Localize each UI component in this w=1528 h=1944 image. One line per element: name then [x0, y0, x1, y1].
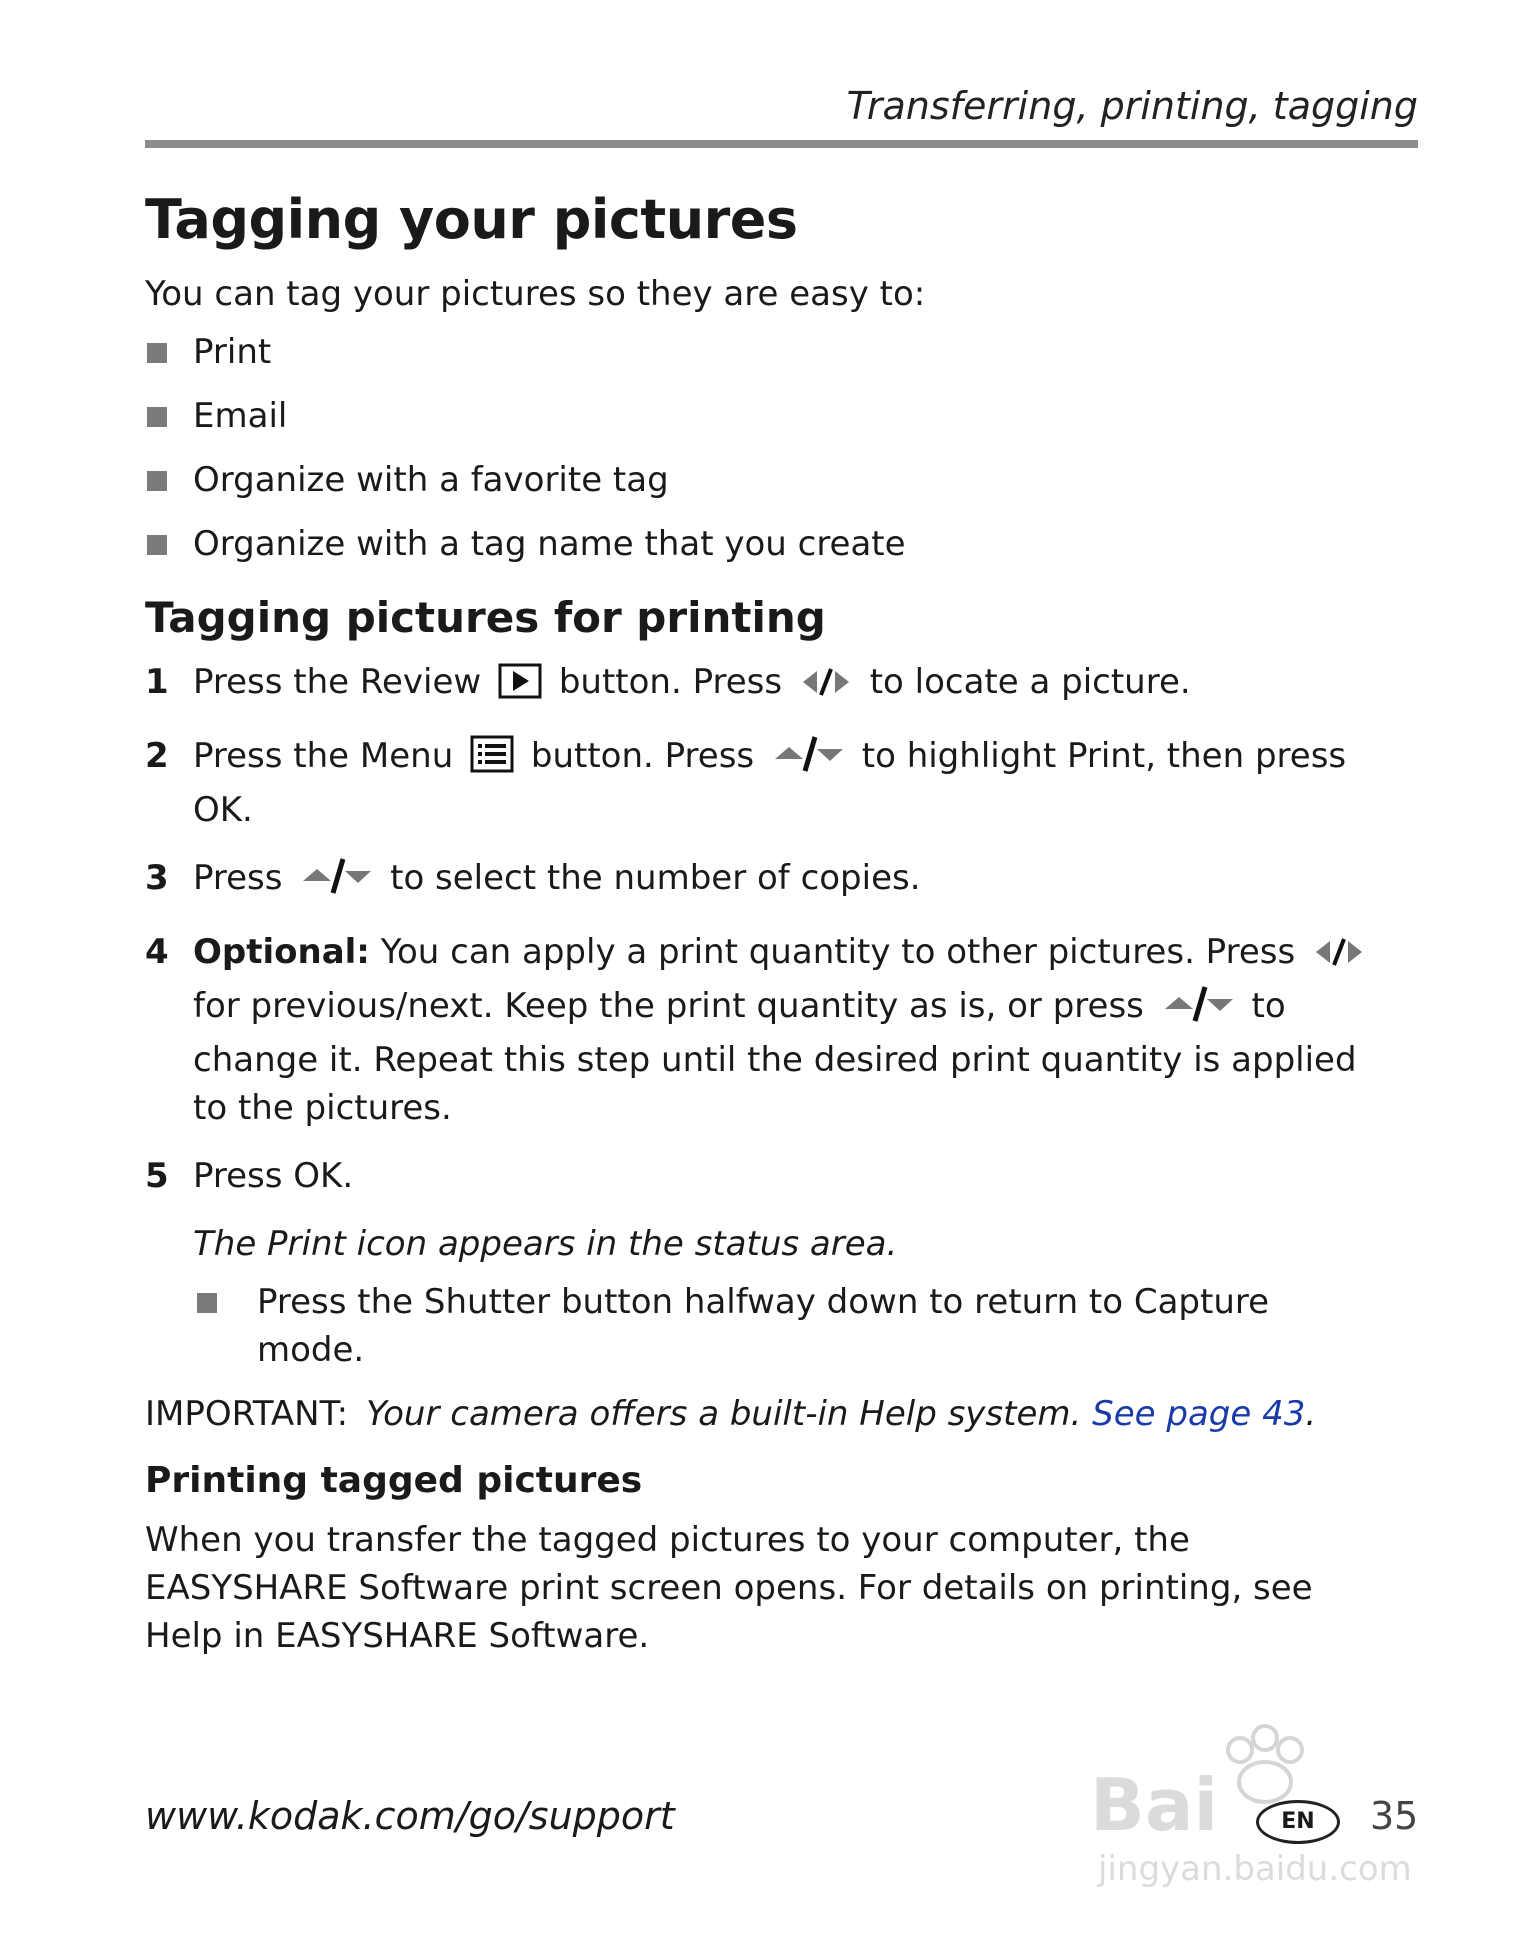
list-item: Email	[145, 392, 1385, 440]
important-label: IMPORTANT:	[145, 1394, 349, 1434]
printing-paragraph: When you transfer the tagged pictures to your computer, the EASYSHARE Software print screen opens. For details on printing, see Help in EASYSHARE Software.	[145, 1520, 1313, 1656]
important-note: IMPORTANT: Your camera offers a built-in Help system. See page 43.	[145, 1394, 1317, 1434]
baidu-watermark-logo	[1090, 1720, 1450, 1890]
up-down-arrows-icon	[771, 733, 845, 786]
step-number: 5	[145, 1156, 169, 1196]
left-right-arrows-icon	[799, 664, 853, 712]
purpose-list	[145, 328, 1385, 568]
square-bullet-icon	[197, 1293, 217, 1313]
step-item: 2 Press the Menu button. Press to highlight Print, then press OK.	[145, 732, 1385, 834]
step-number: 4	[145, 932, 169, 972]
step-number: 1	[145, 662, 169, 702]
important-text: Your camera offers a built-in Help system.	[366, 1394, 1082, 1434]
square-bullet-icon	[147, 407, 167, 427]
left-right-arrows-icon	[1312, 934, 1366, 982]
square-bullet-icon	[147, 343, 167, 363]
step-number: 3	[145, 858, 169, 898]
list-item: Organize with a tag name that you create	[145, 520, 1385, 568]
list-item: Organize with a favorite tag	[145, 456, 1385, 504]
optional-label: Optional:	[193, 932, 370, 972]
see-page-link[interactable]: See page 43	[1092, 1394, 1306, 1434]
step-item: 4 Optional: You can apply a print quantity to other pictures. Press for previous/next. Keep the print quantity as is, or press to change it. Repeat this step until the desired print quantity is applied to the pictures.	[145, 928, 1385, 1132]
up-down-arrows-icon	[299, 855, 373, 908]
intro-text: You can tag your pictures so they are easy to:	[145, 274, 926, 314]
page-number: 35	[1370, 1794, 1419, 1838]
header-section-title: Transferring, printing, tagging	[846, 84, 1418, 128]
page-content	[145, 180, 1385, 1660]
header-rule	[145, 140, 1418, 148]
step-item: 1 Press the Review button. Press to locate a picture.	[145, 658, 1385, 712]
list-item: Print	[145, 328, 1385, 376]
footer-support-url[interactable]: www.kodak.com/go/support	[145, 1794, 675, 1838]
page-title: Tagging your pictures	[145, 188, 798, 251]
subsection-heading: Printing tagged pictures	[145, 1460, 643, 1501]
review-play-icon	[498, 663, 542, 712]
up-down-arrows-icon	[1161, 983, 1235, 1036]
language-badge: EN	[1256, 1800, 1340, 1844]
section-heading: Tagging pictures for printing	[145, 593, 826, 642]
square-bullet-icon	[147, 471, 167, 491]
step-number: 2	[145, 736, 169, 776]
watermark-brand-text: Bai	[1090, 1763, 1219, 1847]
step-item: 3 Press to select the number of copies.	[145, 854, 1385, 908]
step5-note: The Print icon appears in the status area.	[193, 1224, 898, 1264]
step-item: 5 Press OK.	[145, 1152, 1385, 1200]
steps-list	[145, 658, 1385, 1200]
sub-bullet-item: Press the Shutter button halfway down to return to Capture mode.	[193, 1278, 1385, 1374]
watermark-site-text: jingyan.baidu.com	[1098, 1849, 1412, 1889]
menu-list-icon	[470, 735, 514, 786]
square-bullet-icon	[147, 535, 167, 555]
